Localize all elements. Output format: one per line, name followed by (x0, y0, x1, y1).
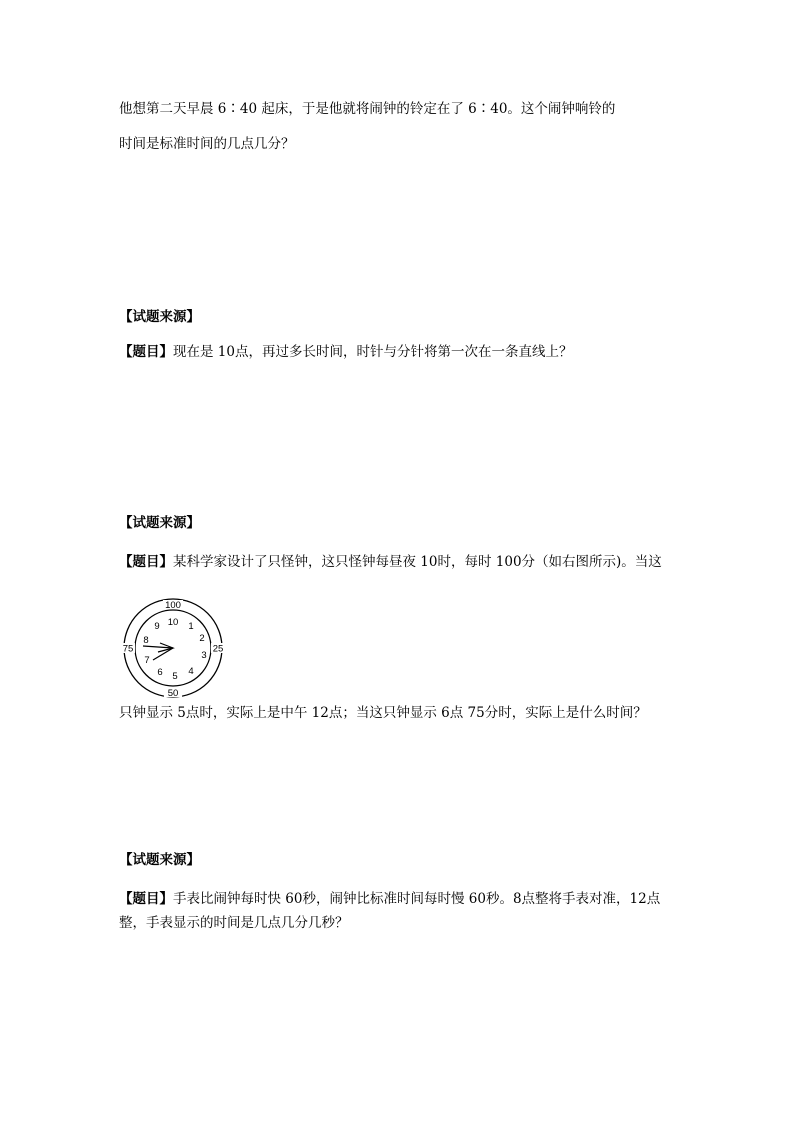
question-label: 【题目】 (119, 891, 173, 907)
source-label: 【试题来源】 (119, 515, 200, 531)
clock-minute-25: 25 (212, 643, 224, 655)
question-line (119, 553, 662, 571)
clock-minute-100: 100 (165, 600, 181, 611)
source-label: 【试题来源】 (119, 309, 200, 325)
question-text-line-1: 他想第二天早晨 6∶40 起床，于是他就将闹钟的铃定在了 6∶40。这个闹钟响铃的 (119, 101, 616, 117)
question-continuation: 只钟显示 5点时，实际上是中午 12点；当这只钟显示 6点 75分时，实际上是什么时间？ (119, 705, 647, 721)
clock-hour-6: 6 (157, 667, 163, 678)
source-label: 【试题来源】 (119, 852, 200, 868)
question-line (119, 343, 572, 361)
clock-hour-7: 7 (144, 655, 150, 666)
clock-hour-2: 2 (199, 633, 205, 644)
clock-hour-hand (153, 648, 173, 660)
question-label: 【题目】 (119, 554, 173, 570)
clock-hour-8: 8 (143, 635, 149, 646)
clock-minute-75: 75 (122, 643, 134, 655)
question-text-line-2: 时间是标准时间的几点几分？ (119, 136, 295, 152)
question-label: 【题目】 (119, 344, 173, 360)
clock-hour-10: 10 (167, 617, 179, 628)
clock-minute-50: 50 (167, 688, 179, 698)
clock-hour-3: 3 (201, 650, 207, 661)
question-text: 手表比闹钟每时快 60秒，闹钟比标准时间每时慢 60秒。8点整将手表对准，12点 (173, 891, 661, 907)
clock-hour-9: 9 (154, 621, 160, 632)
clock-hour-5: 5 (172, 671, 178, 682)
question-text: 某科学家设计了只怪钟，这只怪钟每昼夜 10时，每时 100分（如右图所示)。当这 (173, 554, 662, 570)
strange-clock-figure (120, 598, 226, 698)
clock-hour-1: 1 (188, 621, 194, 632)
question-text: 现在是 10点，再过多长时间，时针与分针将第一次在一条直线上？ (173, 344, 573, 360)
question-line (119, 890, 660, 908)
clock-hour-4: 4 (188, 666, 194, 677)
question-continuation: 整，手表显示的时间是几点几分几秒？ (119, 915, 349, 931)
